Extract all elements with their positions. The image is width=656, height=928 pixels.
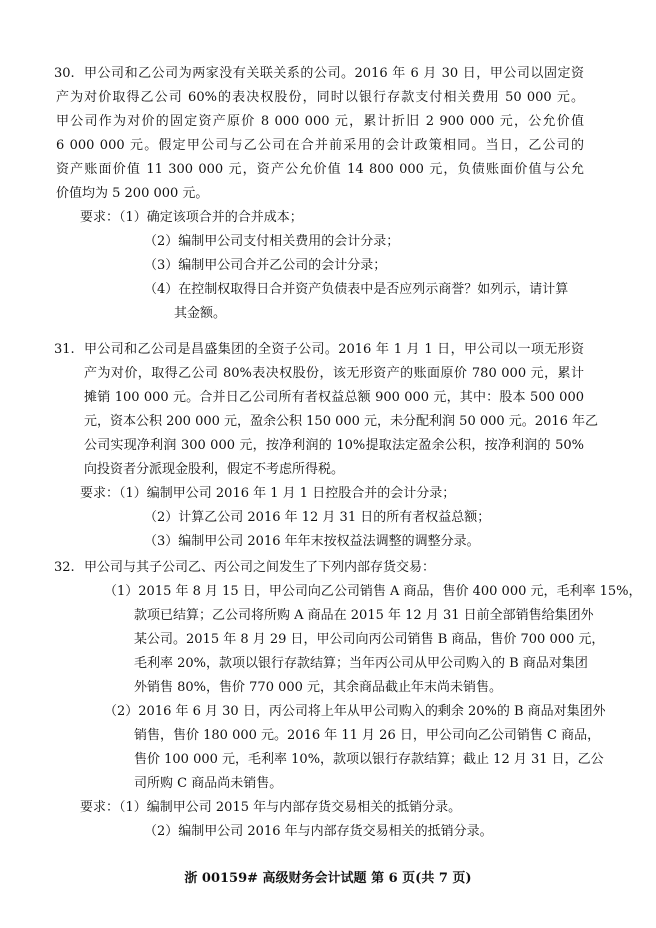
q31-requirement-1: 要求：（1）编制甲公司 2016 年 1 月 1 日控股合并的会计分录； [80,486,456,501]
q30-line-1: 甲公司和乙公司为两家没有关联关系的公司。2016 年 6 月 30 日，甲公司以固定资 [84,66,584,81]
question-number: 31. [54,342,75,357]
question-30 [54,62,584,326]
page-footer: 浙 00159# 高级财务会计试题 第 6 页(共 7 页) [184,871,472,886]
question-number: 30. [54,66,75,81]
q32-item1-line-1: （1）2015 年 8 月 15 日，甲公司向乙公司销售 A 商品，售价 400 000 元，毛利率 15%， [104,584,642,599]
q32-intro: 甲公司与其子公司乙、丙公司之间发生了下列内部存货交易： [84,560,436,575]
question-32 [54,556,642,844]
q32-item1-line-2: 款项已结算；乙公司将所购 A 商品在 2015 年 12 月 31 日前全部销售给集团外 [134,608,594,623]
q30-line-3: 甲公司作为对价的固定资产原价 8 000 000 元，累计折旧 2 900 000 元，公允价值 [56,114,584,129]
q32-item2-line-4: 司所购 C 商品尚未销售。 [134,776,283,791]
q30-requirement-4-cont: 其金额。 [174,306,227,321]
q30-requirement-1: 要求：（1）确定该项合并的合并成本； [80,210,303,225]
question-31 [54,338,599,554]
q32-requirement-2: （2）编制甲公司 2016 年与内部存货交易相关的抵销分录。 [144,824,493,839]
q32-requirement-1: 要求：（1）编制甲公司 2015 年与内部存货交易相关的抵销分录。 [80,800,462,815]
q31-line-3: 摊销 100 000 元。合并日乙公司所有者权益总额 900 000 元，其中：股本 500 000 [84,390,584,405]
q30-requirement-3: （3）编制甲公司合并乙公司的会计分录； [144,258,387,273]
q31-line-5: 公司实现净利润 300 000 元，按净利润的 10%提取法定盈余公积，按净利润的 50% [84,438,584,453]
q30-requirement-2: （2）编制甲公司支付相关费用的会计分录； [144,234,400,249]
q32-item1-line-3: 某公司。2015 年 8 月 29 日，甲公司向丙公司销售 B 商品，售价 700 000 元， [134,632,605,647]
q31-line-4: 元，资本公积 200 000 元，盈余公积 150 000 元，未分配利润 50 000 元。2016 年乙 [84,414,599,429]
q32-item2-line-2: 销售，售价 180 000 元。2016 年 11 月 26 日，甲公司向乙公司销售 C 商品， [134,728,601,743]
q32-item1-line-4: 毛利率 20%，款项以银行存款结算；当年丙公司从甲公司购入的 B 商品对集团 [134,656,588,671]
q30-line-5: 资产账面价值 11 300 000 元，资产公允价值 14 800 000 元，负债账面价值与公允 [56,162,584,177]
q31-requirement-2: （2）计算乙公司 2016 年 12 月 31 日的所有者权益总额； [144,510,491,525]
q31-requirement-3: （3）编制甲公司 2016 年年末按权益法调整的调整分录。 [144,534,480,549]
q31-line-6: 向投资者分派现金股利，假定不考虑所得税。 [84,462,345,477]
q32-item2-line-3: 售价 100 000 元，毛利率 10%，款项以银行存款结算；截止 12 月 31 日，乙公 [134,752,604,767]
q30-line-4: 6 000 000 元。假定甲公司与乙公司在合并前采用的会计政策相同。当日，乙公司的 [56,138,584,153]
q30-line-6: 价值均为 5 200 000 元。 [56,186,209,201]
q31-line-2: 产为对价，取得乙公司 80%表决权股份，该无形资产的账面原价 780 000 元，累计 [84,366,584,381]
q32-item2-line-1: （2）2016 年 6 月 30 日，丙公司将上年从甲公司购入的剩余 20%的 B 商品对集团外 [104,704,606,719]
q31-line-1: 甲公司和乙公司是昌盛集团的全资子公司。2016 年 1 月 1 日，甲公司以一项无形资 [84,342,584,357]
q32-item1-line-5: 外销售 80%，售价 770 000 元，其余商品截止年末尚未销售。 [134,680,503,695]
q30-requirement-4: （4）在控制权取得日合并资产负债表中是否应列示商誉？如列示，请计算 [144,282,569,297]
question-number: 32. [54,560,75,575]
q30-line-2: 产为对价取得乙公司 60%的表决权股份，同时以银行存款支付相关费用 50 000 元。 [56,90,584,105]
